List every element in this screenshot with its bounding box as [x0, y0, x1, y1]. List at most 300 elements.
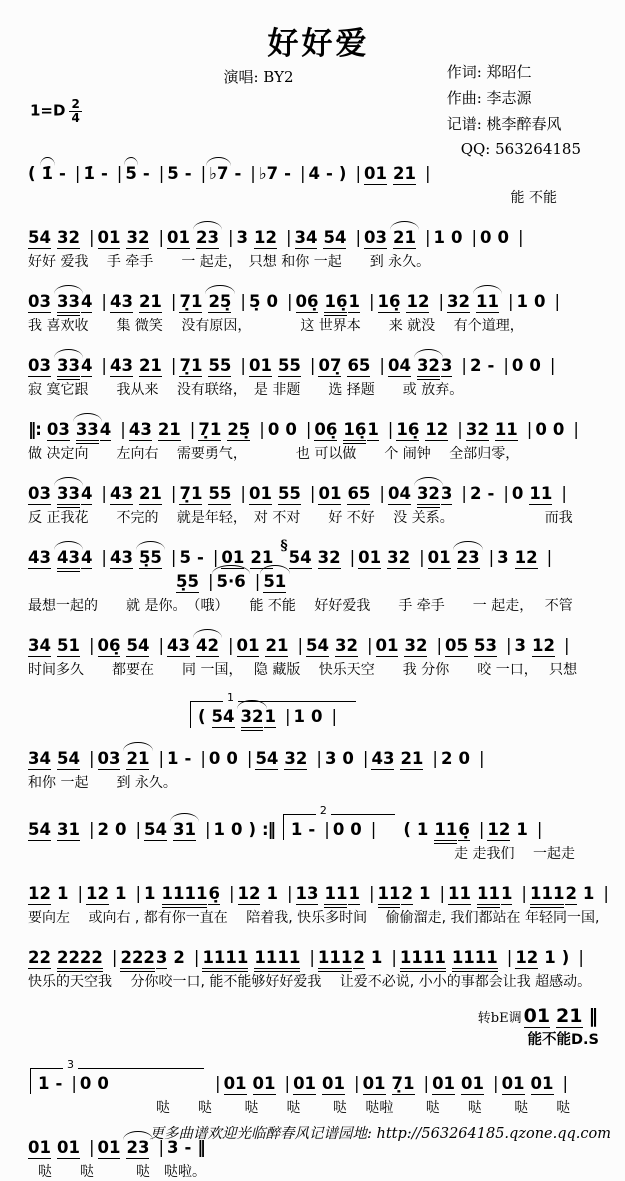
note-token: ‖:	[28, 419, 41, 439]
key-signature: 1=D	[30, 101, 66, 120]
note-token: 01	[461, 1074, 484, 1094]
barline-glyph: |	[436, 635, 442, 655]
barline-glyph: |	[355, 164, 361, 183]
note-token: 2	[440, 748, 453, 768]
note-token: 222	[120, 947, 155, 967]
note-token: (	[403, 819, 411, 839]
lyrics-line: 反 正我花 不完的 就是年轻， 对 不对 好 不好 没 关系。 而我	[28, 509, 573, 526]
note-token: -	[284, 164, 291, 183]
note-token: 21	[126, 748, 150, 768]
note-token: 01	[56, 1138, 80, 1158]
note-token: 01	[221, 547, 245, 567]
note-token: 1	[114, 883, 127, 903]
note-token: 54	[211, 706, 235, 726]
note-token: 32	[416, 483, 440, 503]
note-token: 43	[109, 483, 133, 503]
barline-glyph: |	[158, 164, 165, 183]
note-token: 12	[237, 883, 261, 903]
note-token: 12	[515, 947, 539, 967]
barline-glyph: |	[284, 706, 291, 726]
time-signature: $\frac{2}{4}$	[71, 97, 80, 125]
barline-glyph: |	[158, 748, 164, 768]
note-token: 42	[195, 635, 219, 655]
note-token: 22	[28, 947, 51, 967]
note-token: 04	[387, 355, 411, 375]
barline-glyph: |	[461, 355, 467, 375]
note-token: 1	[167, 748, 179, 768]
lyrics-line: 要向左 或向右 , 都有你一直在 陪着我, 快乐多时间 偷偷溜走, 我们都站在 年轻同一国,	[28, 909, 600, 926]
note-token: 5	[179, 547, 191, 567]
barline-glyph: |	[368, 883, 375, 903]
note-token: 1	[348, 883, 360, 903]
notes-line	[524, 1002, 603, 1029]
note-token: 21	[392, 227, 416, 247]
barline-glyph: |	[135, 819, 142, 839]
barline-glyph: |	[77, 883, 84, 903]
note-token: 5·6	[216, 571, 246, 591]
note-token: 32	[416, 355, 440, 375]
barline-glyph: |	[355, 227, 362, 247]
note-token: 0	[552, 419, 565, 439]
note-token: 3	[514, 635, 526, 655]
barline-glyph: |	[536, 819, 543, 839]
barline-glyph: |	[101, 291, 107, 311]
modulation-line	[28, 1002, 609, 1029]
volta-number: 1	[223, 692, 238, 705]
note-token: 01	[318, 483, 342, 503]
music-system	[28, 1057, 609, 1117]
note-token: 4	[308, 164, 321, 183]
note-token: 0	[231, 819, 243, 839]
music-system	[28, 474, 609, 527]
note-token: 5̣	[248, 291, 261, 311]
note-token: 25̣	[227, 419, 251, 439]
note-token: 16̣	[396, 419, 420, 439]
barline-glyph: |	[305, 419, 312, 439]
note-token: 2	[565, 883, 577, 903]
notes-line	[28, 538, 609, 569]
barline-glyph: |	[74, 164, 81, 183]
note-token: -	[326, 164, 333, 183]
note-token: 16̣	[377, 291, 401, 311]
note-token: 1111	[202, 947, 249, 967]
lyrics-line: 哒 哒 哒 哒啦。	[38, 1164, 206, 1181]
volta-bracket	[283, 803, 395, 840]
barline-glyph: |	[370, 819, 377, 839]
note-token: 4	[80, 291, 93, 311]
note-token: 1111	[399, 947, 446, 967]
note-token: 54	[288, 547, 312, 567]
barline-glyph: |	[309, 483, 316, 503]
note-token: 0	[451, 227, 463, 247]
note-token: 1111	[451, 947, 498, 967]
note-token: 11	[494, 419, 518, 439]
barline-glyph: |	[439, 883, 445, 903]
barline-glyph: |	[88, 227, 95, 247]
barline-glyph: |	[189, 419, 196, 439]
notes-line	[28, 938, 609, 969]
note-token: 3	[236, 227, 248, 247]
barline-glyph: |	[478, 819, 485, 839]
note-token: 32	[465, 419, 489, 439]
note-token: 2	[401, 883, 413, 903]
note-token: §	[280, 537, 288, 554]
note-token: 1	[293, 706, 306, 726]
barline-glyph: |	[227, 227, 234, 247]
note-token: 3	[167, 1138, 179, 1158]
volta-number: 3	[63, 1059, 78, 1072]
note-token: 0	[266, 291, 278, 311]
barline-glyph: |	[101, 483, 107, 503]
note-token: 21	[392, 164, 416, 183]
lyricist-line: 作词: 郑昭仁	[446, 63, 532, 81]
note-token: 21	[138, 355, 162, 375]
score-body	[28, 154, 609, 1181]
note-token: 0	[208, 748, 221, 768]
barline-glyph: |	[493, 1074, 499, 1094]
note-token: 25̣	[208, 291, 232, 311]
note-token: 01	[322, 1074, 345, 1094]
note-token: 7̣1	[179, 483, 203, 503]
barline-glyph: |	[563, 635, 570, 655]
note-token: 32	[404, 635, 428, 655]
barline-glyph: |	[88, 635, 95, 655]
note-token: 0	[285, 419, 297, 439]
note-token: 3	[440, 355, 453, 375]
note-token: 01	[293, 1074, 317, 1094]
note-token: ‖	[588, 1004, 597, 1027]
lyrics-line: 和你 一起 到 永久。	[28, 774, 177, 791]
note-token: 33	[75, 419, 99, 439]
barline-glyph: |	[227, 635, 234, 655]
barline-glyph: |	[158, 635, 164, 655]
note-token: 5̣5	[138, 547, 162, 567]
note-token: 01	[364, 164, 387, 183]
music-system	[28, 739, 609, 792]
note-token: 01	[530, 1074, 554, 1094]
lyrics-line: 寂 寞它跟 我从来 没有联络， 是 非题 选 择题 或 放弃。	[28, 381, 464, 398]
note-token: -	[184, 164, 192, 183]
note-token: 0	[511, 483, 524, 503]
barline-glyph: |	[366, 635, 373, 655]
note-token: 32	[387, 547, 411, 567]
note-token: 1	[56, 883, 69, 903]
notes-line	[28, 410, 609, 441]
note-token: 32	[447, 291, 470, 311]
barline-glyph: |	[424, 164, 431, 183]
note-token: 0	[350, 819, 362, 839]
note-token: 0	[533, 291, 546, 311]
notes-line	[28, 1057, 609, 1095]
note-token: 54	[56, 748, 80, 768]
note-token: 2	[469, 355, 482, 375]
note-token: 03	[28, 483, 51, 503]
barline-glyph: |	[562, 1074, 569, 1094]
note-token: 0	[535, 419, 547, 439]
barline-glyph: |	[259, 419, 265, 439]
note-token: 05	[445, 635, 468, 655]
note-token: -	[59, 164, 66, 183]
note-token: 11	[434, 819, 458, 839]
note-token: 54	[306, 635, 329, 655]
music-system	[28, 803, 609, 863]
note-token: 21	[157, 419, 181, 439]
barline-glyph: |	[423, 1074, 430, 1094]
note-token: )	[561, 947, 570, 967]
note-token: 01	[167, 227, 190, 247]
notes-line	[28, 218, 609, 249]
note-token: 11	[448, 883, 471, 903]
note-token: 16̣	[343, 419, 367, 439]
note-token: 1	[516, 291, 528, 311]
score-header	[28, 18, 609, 159]
qq-line: QQ: 563264185	[460, 140, 581, 159]
note-token: 34	[28, 635, 51, 655]
note-token: 16̣	[324, 291, 348, 311]
note-token: 3	[440, 483, 453, 503]
barline-glyph: |	[158, 227, 164, 247]
note-token: 51	[56, 635, 80, 655]
note-token: 55	[208, 483, 232, 503]
note-token: 1111	[161, 883, 208, 903]
barline-glyph: |	[88, 819, 95, 839]
lyrics-line: 时间多久 都要在 同 一国， 隐 藏版 快乐天空 我 分你 咬 一口， 只想	[28, 661, 578, 678]
note-token: 01	[236, 635, 260, 655]
barline-glyph: |	[324, 819, 330, 839]
note-token: 32	[317, 547, 341, 567]
note-token: 2	[173, 947, 185, 967]
note-token: )	[338, 164, 347, 183]
note-token: 54	[144, 819, 167, 839]
barline-glyph: |	[193, 947, 200, 967]
barline-glyph: |	[379, 483, 385, 503]
barline-glyph: |	[286, 291, 293, 311]
note-token: 4	[99, 419, 112, 439]
barline-glyph: |	[471, 227, 478, 247]
note-token: 1	[266, 883, 278, 903]
music-system	[28, 626, 609, 679]
music-system	[28, 938, 609, 991]
barline-glyph: |	[111, 947, 118, 967]
note-token: -	[55, 1074, 63, 1094]
note-token: 7̣1	[179, 355, 203, 375]
note-token: 0	[114, 819, 127, 839]
note-token: (	[28, 164, 36, 183]
note-token: 06̣	[295, 291, 319, 311]
note-token: 12	[86, 883, 109, 903]
note-token: 1̇	[83, 164, 95, 183]
note-token: 0	[311, 706, 323, 726]
note-token: 12	[28, 883, 51, 903]
note-token: 03	[28, 355, 51, 375]
barline-glyph: |	[170, 291, 177, 311]
note-token: 34	[294, 227, 318, 247]
footer-note: 更多曲谱欢迎光临醉春风记谱园地: http://563264185.qzone.qq.com	[149, 1126, 611, 1142]
note-token: 23	[456, 547, 480, 567]
lyrics-line: 走 走我们 一起走	[454, 845, 575, 862]
note-token: -	[308, 819, 316, 839]
barline-glyph: |	[561, 483, 567, 503]
barline-glyph: |	[379, 355, 385, 375]
note-token: 06̣	[97, 635, 121, 655]
note-token: 43	[109, 547, 133, 567]
notes-line	[28, 739, 609, 770]
notes-line	[28, 346, 609, 377]
barline-glyph: |	[228, 883, 235, 903]
note-token: 1	[38, 1074, 50, 1094]
barline-glyph: |	[438, 291, 444, 311]
note-token: 33	[56, 355, 80, 375]
barline-glyph: |	[457, 419, 463, 439]
barline-glyph: |	[554, 291, 561, 311]
note-token: 11	[476, 883, 500, 903]
composer-line: 作曲: 李志源	[446, 88, 532, 107]
note-token: 12	[406, 291, 430, 311]
note-token: 12	[253, 227, 277, 247]
note-token: 32	[284, 748, 308, 768]
lyrics-line: 能 不能	[510, 189, 557, 206]
volta-number: 2	[316, 805, 331, 818]
music-system	[28, 874, 609, 927]
barline-glyph: |	[368, 291, 375, 311]
barline-glyph: |	[71, 1074, 77, 1094]
note-token: 01	[375, 635, 399, 655]
note-token: ‖	[197, 1138, 205, 1158]
barline-glyph: |	[170, 547, 177, 567]
note-token: 01	[501, 1074, 525, 1094]
barline-glyph: |	[116, 164, 123, 183]
ds-marker: 能不能D.S	[527, 1032, 599, 1049]
note-token: 54	[28, 819, 51, 839]
note-token: 01	[97, 227, 121, 247]
note-token: 0	[97, 1074, 109, 1094]
note-token: 01	[362, 1074, 386, 1094]
barline-glyph: |	[603, 883, 609, 903]
note-token: 5̣5	[176, 571, 199, 591]
note-token: 0	[529, 355, 541, 375]
note-token: 01	[358, 547, 382, 567]
note-token: 4	[80, 483, 93, 503]
note-token: 4	[80, 547, 93, 567]
note-token: -	[234, 164, 242, 183]
note-token: 43	[128, 419, 152, 439]
note-token: 43	[371, 748, 395, 768]
note-token: 43	[109, 355, 133, 375]
note-token: 2	[353, 947, 365, 967]
note-token: 34	[28, 748, 51, 768]
lyrics-line: 好好 爱我 手 牵手 一 起走， 只想 和你 一起 到 永久。	[28, 253, 431, 270]
note-token: 0	[458, 748, 470, 768]
note-token: 01	[248, 483, 272, 503]
note-token: 03	[364, 227, 387, 247]
note-token: 11	[529, 483, 553, 503]
barline-glyph: |	[391, 947, 397, 967]
barline-glyph: |	[432, 748, 438, 768]
note-token: 21	[138, 483, 162, 503]
note-token: 65	[347, 355, 371, 375]
barline-glyph: |	[200, 164, 207, 183]
note-token: 0	[332, 819, 345, 839]
barline-glyph: |	[170, 483, 177, 503]
note-token: 32	[334, 635, 358, 655]
note-token: 7̣1	[198, 419, 222, 439]
note-token: 6̣	[208, 883, 220, 903]
note-token: 1	[544, 947, 556, 967]
barline-glyph: |	[200, 748, 206, 768]
note-token: 1	[144, 883, 156, 903]
note-token: 13	[295, 883, 319, 903]
note-token: 1	[290, 819, 303, 839]
note-token: )	[248, 819, 257, 839]
note-token: 03	[28, 291, 51, 311]
volta-bracket	[190, 690, 356, 728]
note-token: 51	[263, 571, 287, 591]
singer-line: 演唱: BY2	[223, 68, 294, 86]
barline-glyph: |	[170, 355, 177, 375]
note-token: 01	[427, 547, 451, 567]
barline-glyph: |	[204, 819, 211, 839]
note-token: 0	[497, 227, 510, 247]
note-token: 06̣	[314, 419, 338, 439]
note-token: 5	[167, 164, 179, 183]
note-token: 12	[514, 547, 538, 567]
barline-glyph: |	[526, 419, 533, 439]
barline-glyph: |	[503, 483, 509, 503]
note-token: -	[100, 164, 108, 183]
note-token: 1	[213, 819, 226, 839]
barline-glyph: |	[521, 883, 527, 903]
note-token: 2222	[56, 947, 103, 967]
note-token: -	[184, 1138, 192, 1158]
barline-glyph: |	[284, 1074, 291, 1094]
barline-glyph: |	[158, 1138, 164, 1158]
music-system	[28, 346, 609, 399]
note-token: 01	[252, 1074, 276, 1094]
barline-glyph: |	[362, 748, 369, 768]
barline-glyph: |	[505, 635, 512, 655]
note-token: -	[184, 748, 192, 768]
note-token: 1	[433, 227, 445, 247]
music-system	[188, 690, 609, 728]
notes-line	[188, 690, 609, 728]
lyrics-line: 快乐的天空我 分你咬一口, 能不能够好好爱我 让爱不必说, 小小的事都会让我 超感动。	[28, 973, 592, 990]
barline-glyph: |	[419, 547, 425, 567]
notes-line	[28, 626, 609, 657]
note-token: 01	[223, 1074, 247, 1094]
barline-glyph: |	[297, 635, 303, 655]
note-token: 1	[264, 706, 276, 726]
note-token: 3	[324, 748, 337, 768]
barline-glyph: |	[461, 483, 467, 503]
note-token: 32	[126, 227, 150, 247]
barline-glyph: |	[286, 883, 293, 903]
note-token: 01	[523, 1004, 551, 1027]
barline-glyph: |	[250, 164, 256, 183]
note-token: -	[142, 164, 150, 183]
note-token: 43	[28, 547, 51, 567]
volta-bracket	[30, 1058, 204, 1094]
barline-glyph: |	[246, 748, 253, 768]
note-token: 1	[367, 419, 379, 439]
note-token: 32	[56, 227, 80, 247]
note-token: 23	[126, 1138, 150, 1158]
lyrics-line: 哒 哒 哒 哒 哒 哒啦 哒 哒 哒 哒	[156, 1100, 571, 1117]
note-token: 0	[480, 227, 492, 247]
note-token: :‖	[262, 819, 275, 839]
note-token: 21	[556, 1004, 583, 1027]
note-token: 01	[28, 1138, 51, 1158]
note-token: 7̣1	[391, 1074, 415, 1094]
